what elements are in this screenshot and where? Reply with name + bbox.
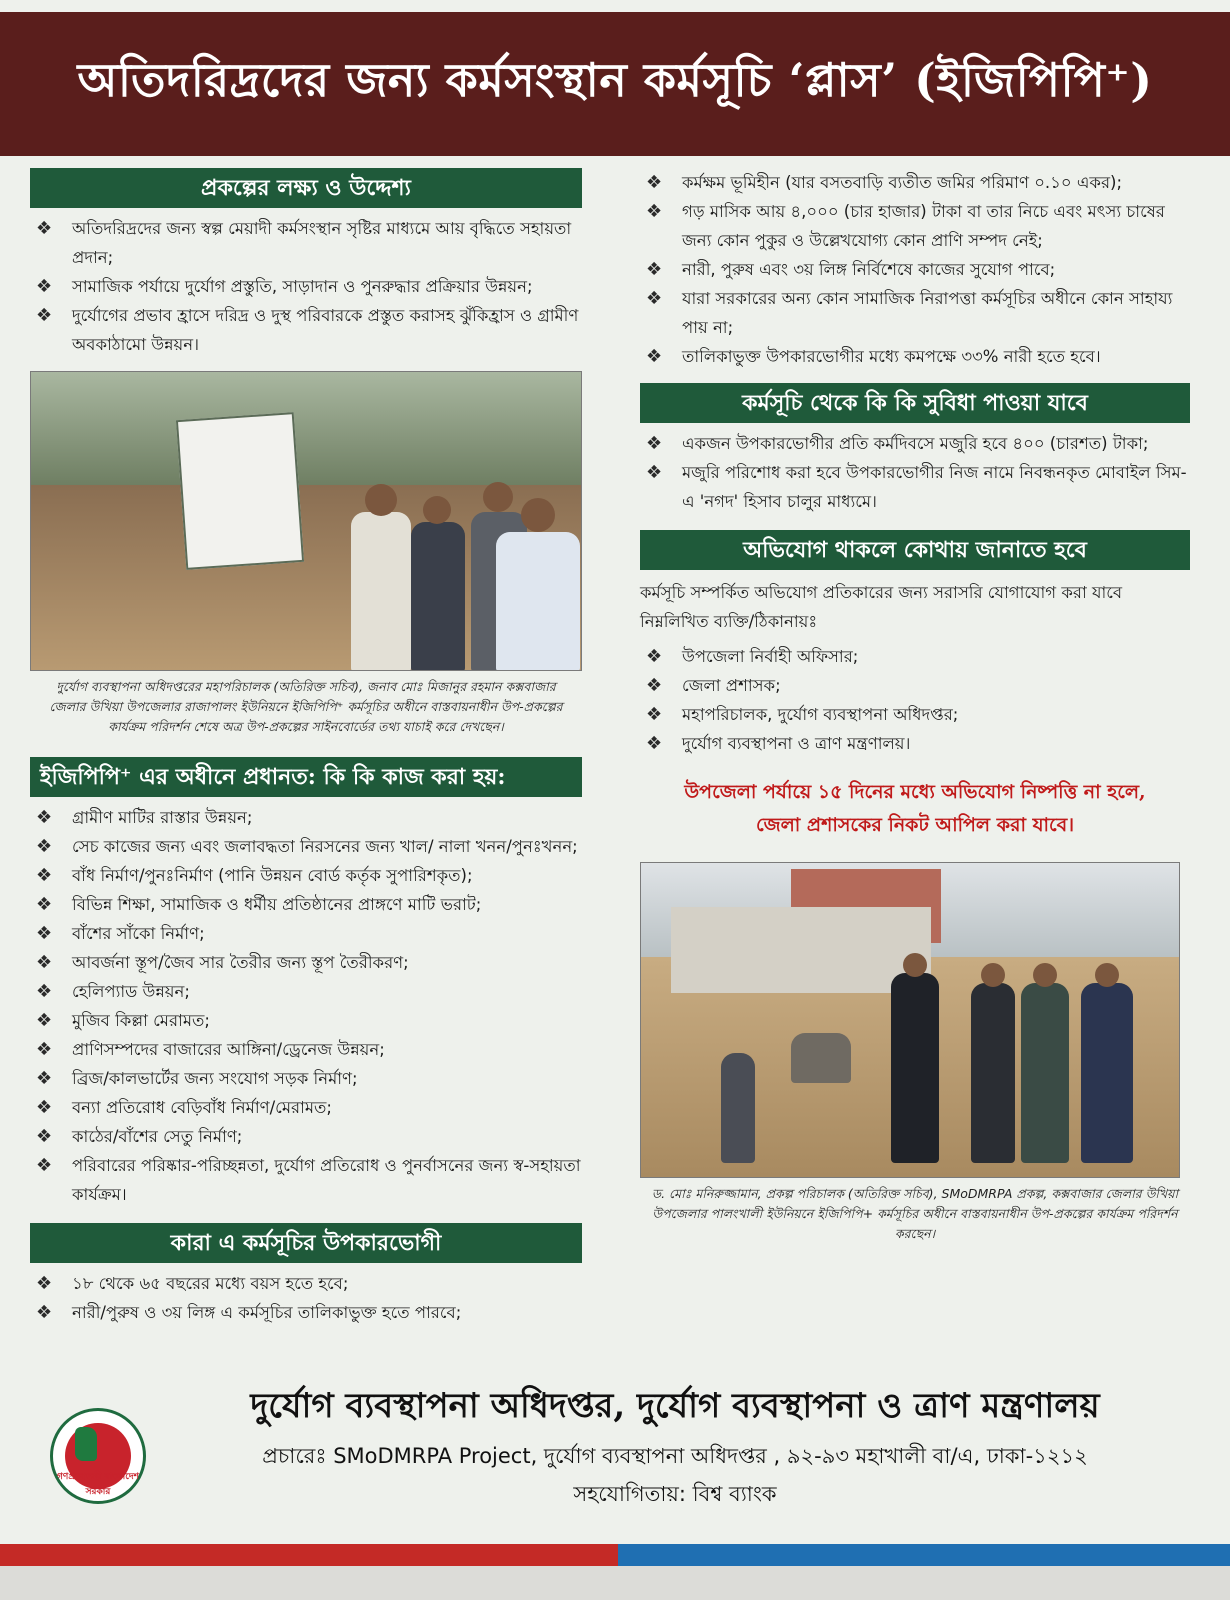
seal-label: গণপ্রজাতন্ত্রী বাংলাদেশ সরকার	[57, 1472, 139, 1497]
list-item: ❖ বন্যা প্রতিরোধ বেড়িবাঁধ নির্মাণ/মেরামত;	[30, 1093, 582, 1122]
complaints-list	[640, 642, 1190, 758]
list-item: ❖ প্রাণিসম্পদের বাজারের আঙ্গিনা/ড্রেনেজ উন্নয়ন;	[30, 1035, 582, 1064]
inspection-photo-2	[640, 862, 1180, 1178]
list-item: ❖ মহাপরিচালক, দুর্যোগ ব্যবস্থাপনা অধিদপ্তর;	[640, 700, 1190, 729]
list-item: ❖ মজুরি পরিশোধ করা হবে উপকারভোগীর নিজ নামে নিবন্ধনকৃত মোবাইল সিম-এ 'নগদ' হিসাব চালুর মাধ্যমে।	[640, 458, 1190, 516]
header-banner	[0, 12, 1230, 156]
list-item: ❖ গ্রামীণ মাটির রাস্তার উন্নয়ন;	[30, 803, 582, 832]
eligibility-list	[640, 168, 1190, 371]
list-item: ❖ একজন উপকারভোগীর প্রতি কর্মদিবসে মজুরি হবে ৪০০ (চারশত) টাকা;	[640, 429, 1190, 458]
bangladesh-map-icon	[75, 1427, 97, 1461]
list-item: ❖ হেলিপ্যাড উন্নয়ন;	[30, 977, 582, 1006]
works-heading: ইজিপিপি⁺ এর অধীনে প্রধানত: কি কি কাজ করা হয়:	[30, 757, 582, 797]
appeal-note-line-2: জেলা প্রশাসকের নিকট আপিল করা যাবে।	[755, 814, 1075, 836]
list-item: ❖ যারা সরকারের অন্য কোন সামাজিক নিরাপত্তা কর্মসূচির অধীনে কোন সাহায্য পায় না;	[640, 284, 1190, 342]
list-item: ❖ বাঁধ নির্মাণ/পুনঃনির্মাণ (পানি উন্নয়ন বোর্ড কর্তৃক সুপারিশকৃত);	[30, 861, 582, 890]
list-item: ❖ আবর্জনা স্তূপ/জৈব সার তৈরীর জন্য স্তূপ তৈরীকরণ;	[30, 948, 582, 977]
right-column	[640, 168, 1190, 1244]
list-item: ❖ অতিদরিদ্রদের জন্য স্বল্প মেয়াদী কর্মসংস্থান সৃষ্টির মাধ্যমে আয় বৃদ্ধিতে সহায়তা প্রদান;	[30, 214, 582, 272]
list-item: ❖ গড় মাসিক আয় ৪,০০০ (চার হাজার) টাকা বা তার নিচে এবং মৎস্য চাষের জন্য কোন পুকুর ও উল্লেখযোগ্য কোন প্রাণি সম্পদ নেই;	[640, 197, 1190, 255]
benefits-heading: কর্মসূচি থেকে কি কি সুবিধা পাওয়া যাবে	[640, 383, 1190, 423]
complaints-heading: অভিযোগ থাকলে কোথায় জানাতে হবে	[640, 530, 1190, 570]
beneficiaries-list	[30, 1269, 582, 1327]
list-item: ❖ নারী, পুরুষ এবং ৩য় লিঙ্গ নির্বিশেষে কাজের সুযোগ পাবে;	[640, 255, 1190, 284]
list-item: ❖ পরিবারের পরিষ্কার-পরিচ্ছন্নতা, দুর্যোগ প্রতিরোধ ও পুনর্বাসনের জন্য স্ব-সহায়তা কার্যক্রম।	[30, 1151, 582, 1209]
page-title: অতিদরিদ্রদের জন্য কর্মসংস্থান কর্মসূচি ‘প্লাস’ (ইজিপিপি⁺)	[77, 53, 1153, 107]
list-item: ❖ বাঁশের সাঁকো নির্মাণ;	[30, 919, 582, 948]
inspection-photo-1	[30, 371, 582, 671]
footer-publicity: প্রচারেঃ SMoDMRPA Project, দুর্যোগ ব্যবস্থাপনা অধিদপ্তর , ৯২-৯৩ মহাখালী বা/এ, ঢাকা-১২১২	[262, 1444, 1088, 1468]
bottom-strip	[0, 1566, 1230, 1600]
list-item: ❖ নারী/পুরুষ ও ৩য় লিঙ্গ এ কর্মসূচির তালিকাভুক্ত হতে পারবে;	[30, 1298, 582, 1327]
appeal-note	[640, 776, 1190, 842]
footer-support: সহযোগিতায়: বিশ্ব ব্যাংক	[573, 1482, 777, 1506]
list-item: ❖ তালিকাভুক্ত উপকারভোগীর মধ্যে কমপক্ষে ৩৩% নারী হতে হবে।	[640, 342, 1190, 371]
government-seal	[50, 1408, 146, 1504]
beneficiaries-heading: কারা এ কর্মসূচির উপকারভোগী	[30, 1223, 582, 1263]
benefits-list	[640, 429, 1190, 516]
list-item: ❖ দুর্যোগ ব্যবস্থাপনা ও ত্রাণ মন্ত্রণালয়।	[640, 729, 1190, 758]
objectives-list	[30, 214, 582, 359]
appeal-note-line-1: উপজেলা পর্যায়ে ১৫ দিনের মধ্যে অভিযোগ নিষ্পত্তি না হলে,	[684, 781, 1146, 803]
signboard	[176, 412, 304, 570]
list-item: ❖ দুর্যোগের প্রভাব হ্রাসে দরিদ্র ও দুস্থ পরিবারকে প্রস্তুত করাসহ ঝুঁকিহ্রাস ও গ্রামীণ অবকাঠামো উন্নয়ন।	[30, 301, 582, 359]
list-item: ❖ জেলা প্রশাসক;	[640, 671, 1190, 700]
list-item: ❖ কাঠের/বাঁশের সেতু নির্মাণ;	[30, 1122, 582, 1151]
list-item: ❖ বিভিন্ন শিক্ষা, সামাজিক ও ধর্মীয় প্রতিষ্ঠানের প্রাঙ্গণে মাটি ভরাট;	[30, 890, 582, 919]
list-item: ❖ সামাজিক পর্যায়ে দুর্যোগ প্রস্তুতি, সাড়াদান ও পুনরুদ্ধার প্রক্রিয়ার উন্নয়ন;	[30, 272, 582, 301]
stripe-red	[0, 1544, 618, 1566]
works-list	[30, 803, 582, 1209]
list-item: ❖ কর্মক্ষম ভূমিহীন (যার বসতবাড়ি ব্যতীত জমির পরিমাণ ০.১০ একর);	[640, 168, 1190, 197]
photo-2-caption: ড. মোঃ মনিরুজ্জামান, প্রকল্প পরিচালক (অতিরিক্ত সচিব), SMoDMRPA প্রকল্প, কক্সবাজার জেলার উখিয়া উপজেলার পালংখালী ইউনিয়নে ইজিপিপি+ কর্মসূচির অধীনে বাস্তবায়নাধীন উপ-প্রকল্পের কার্যক্রম পরিদর্শন করছেন।	[651, 1186, 1179, 1241]
list-item: ❖ ১৮ থেকে ৬৫ বছরের মধ্যে বয়স হতে হবে;	[30, 1269, 582, 1298]
objectives-heading: প্রকল্পের লক্ষ্য ও উদ্দেশ্য	[30, 168, 582, 208]
list-item: ❖ সেচ কাজের জন্য এবং জলাবদ্ধতা নিরসনের জন্য খাল/ নালা খনন/পুনঃখনন;	[30, 832, 582, 861]
list-item: ❖ মুজিব কিল্লা মেরামত;	[30, 1006, 582, 1035]
list-item: ❖ উপজেলা নির্বাহী অফিসার;	[640, 642, 1190, 671]
left-column	[30, 168, 582, 1327]
list-item: ❖ ব্রিজ/কালভার্টের জন্য সংযোগ সড়ক নির্মাণ;	[30, 1064, 582, 1093]
complaints-intro: কর্মসূচি সম্পর্কিত অভিযোগ প্রতিকারের জন্য সরাসরি যোগাযোগ করা যাবে নিম্নলিখিত ব্যক্তি/ঠিকানায়ঃ	[640, 583, 1123, 631]
photo-1-caption: দুর্যোগ ব্যবস্থাপনা অধিদপ্তরের মহাপরিচালক (অতিরিক্ত সচিব), জনাব মোঃ মিজানুর রহমান কক্সবাজার জেলার উখিয়া উপজেলার রাজাপালং ইউনিয়নে ইজিপিপি⁺ কর্মসূচির অধীনে বাস্তবায়নাধীন উপ-প্রকল্পের কার্যক্রম পরিদর্শন শেষে অত্র উপ-প্রকল্পের সাইনবোর্ডের তথ্য যাচাই করে দেখছেন।	[49, 679, 563, 734]
footer-title: দুর্যোগ ব্যবস্থাপনা অধিদপ্তর, দুর্যোগ ব্যবস্থাপনা ও ত্রাণ মন্ত্রণালয়	[250, 1386, 1100, 1426]
stripe-blue	[618, 1544, 1230, 1566]
